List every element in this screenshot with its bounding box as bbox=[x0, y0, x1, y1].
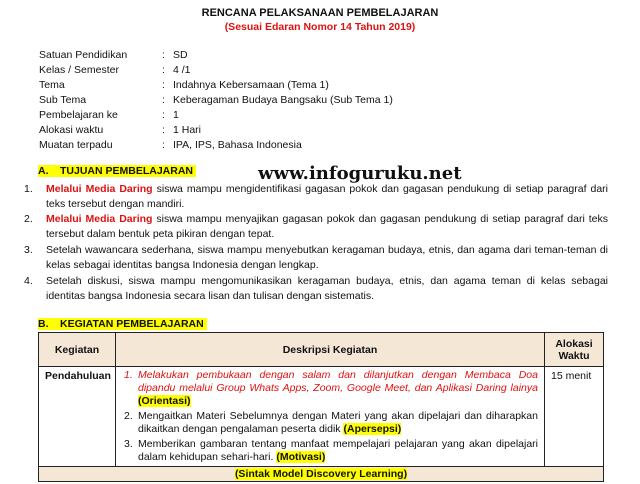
step-number: 1. bbox=[124, 369, 133, 381]
identity-value: 1 bbox=[173, 109, 179, 121]
objective-item bbox=[24, 274, 608, 304]
identity-colon: : bbox=[162, 64, 165, 76]
kegiatan-cell: Pendahuluan bbox=[39, 367, 116, 467]
identity-value: Keberagaman Budaya Bangsaku (Sub Tema 1) bbox=[173, 94, 393, 106]
objective-lead: Melalui Media Daring bbox=[46, 213, 153, 225]
identity-value: Indahnya Kebersamaan (Tema 1) bbox=[173, 79, 329, 91]
activity-table bbox=[38, 332, 604, 482]
identity-label: Muatan terpadu bbox=[39, 139, 113, 151]
step-number: 3. bbox=[124, 438, 133, 450]
step-item bbox=[116, 410, 544, 436]
step-item bbox=[116, 438, 544, 464]
objective-text bbox=[46, 274, 608, 304]
waktu-cell: 15 menit bbox=[545, 367, 604, 467]
section-a-letter: A. bbox=[38, 165, 49, 177]
objective-body: Setelah wawancara sederhana, siswa mampu menyebutkan keragaman budaya, etnis, dan agama dari teman-teman di kelas sebagai identitas bangsa Indonesia dengan lengkap. bbox=[46, 244, 608, 271]
objective-body: siswa mampu menyajikan gagasan pokok dan gagasan pendukung di setiap paragraf dari teks tersebut dalam bentuk peta pikiran dengan tepat. bbox=[46, 213, 608, 240]
identity-colon: : bbox=[162, 139, 165, 151]
identity-label: Pembelajaran ke bbox=[39, 109, 118, 121]
document-subtitle: (Sesuai Edaran Nomor 14 Tahun 2019) bbox=[224, 21, 416, 33]
section-b-letter: B. bbox=[38, 318, 49, 330]
objective-number: 1. bbox=[24, 183, 33, 195]
table-footer-row bbox=[39, 467, 604, 482]
syntax-footer bbox=[39, 467, 604, 482]
objective-text bbox=[46, 243, 608, 273]
objective-item bbox=[24, 243, 608, 273]
identity-label: Satuan Pendidikan bbox=[39, 49, 128, 61]
objective-item bbox=[24, 182, 608, 212]
objective-lead: Melalui Media Daring bbox=[46, 183, 153, 195]
step-number: 2. bbox=[124, 410, 133, 422]
identity-label: Sub Tema bbox=[39, 94, 87, 106]
watermark-text: www.infoguruku.net bbox=[258, 163, 462, 184]
objective-body: siswa mampu mengidentifikasi gagasan pokok dan gagasan pendukung di setiap paragraf dari teks tersebut dengan mandiri. bbox=[46, 183, 609, 210]
objective-number: 4. bbox=[24, 275, 33, 287]
identity-value: SD bbox=[173, 49, 188, 61]
step-text: Mengaitkan Materi Sebelumnya dengan Materi yang akan dipelajari dan diharapkan dikaitkan dengan pengalaman peserta didik bbox=[138, 410, 538, 435]
table-row bbox=[39, 367, 604, 467]
identity-colon: : bbox=[162, 94, 165, 106]
step-text: Memberikan gambaran tentang manfaat mempelajari pelajaran yang akan dipelajari dalam kehidupan sehari-hari. bbox=[138, 438, 538, 463]
document-title: RENCANA PELAKSANAAN PEMBELAJARAN bbox=[201, 7, 439, 19]
deskripsi-cell bbox=[116, 367, 545, 467]
identity-label: Alokasi waktu bbox=[39, 124, 104, 136]
section-b-title: KEGIATAN PEMBELAJARAN bbox=[60, 318, 204, 330]
step-tag: (Apersepsi) bbox=[343, 423, 402, 435]
step-tag: (Orientasi) bbox=[138, 395, 191, 407]
section-b-heading bbox=[38, 318, 207, 330]
section-a-heading bbox=[38, 165, 196, 177]
identity-value: 4 /1 bbox=[173, 64, 191, 76]
syntax-footer-text: (Sintak Model Discovery Learning) bbox=[234, 468, 408, 480]
objective-text bbox=[46, 182, 608, 212]
header-alokasi: Alokasi Waktu bbox=[545, 333, 604, 367]
table-header-row bbox=[39, 333, 604, 367]
identity-value: 1 Hari bbox=[173, 124, 202, 136]
identity-colon: : bbox=[162, 79, 165, 91]
identity-colon: : bbox=[162, 109, 165, 121]
section-a-title: TUJUAN PEMBELAJARAN bbox=[60, 165, 194, 177]
step-text: Melakukan pembukaan dengan salam dan dilanjutkan dengan Membaca Doa dipandu melalui Group Whats Apps, Zoom, Google Meet, dan Aplikasi Daring lainya bbox=[138, 369, 538, 394]
objective-body: Setelah diskusi, siswa mampu mengomunikasikan keragaman budaya, etnis, dan agama teman di kelas sebagai identitas bangsa Indonesia secara lisan dan tulisan dengan sistematis. bbox=[46, 275, 608, 302]
identity-label: Tema bbox=[39, 79, 65, 91]
objective-item bbox=[24, 212, 608, 242]
identity-value: IPA, IPS, Bahasa Indonesia bbox=[173, 139, 302, 151]
objective-number: 2. bbox=[24, 213, 33, 225]
header-kegiatan: Kegiatan bbox=[39, 333, 116, 367]
objective-number: 3. bbox=[24, 244, 33, 256]
step-tag: (Motivasi) bbox=[276, 451, 326, 463]
identity-colon: : bbox=[162, 49, 165, 61]
identity-colon: : bbox=[162, 124, 165, 136]
step-item bbox=[116, 369, 544, 408]
identity-label: Kelas / Semester bbox=[39, 64, 119, 76]
header-deskripsi: Deskripsi Kegiatan bbox=[116, 333, 545, 367]
objective-text bbox=[46, 212, 608, 242]
